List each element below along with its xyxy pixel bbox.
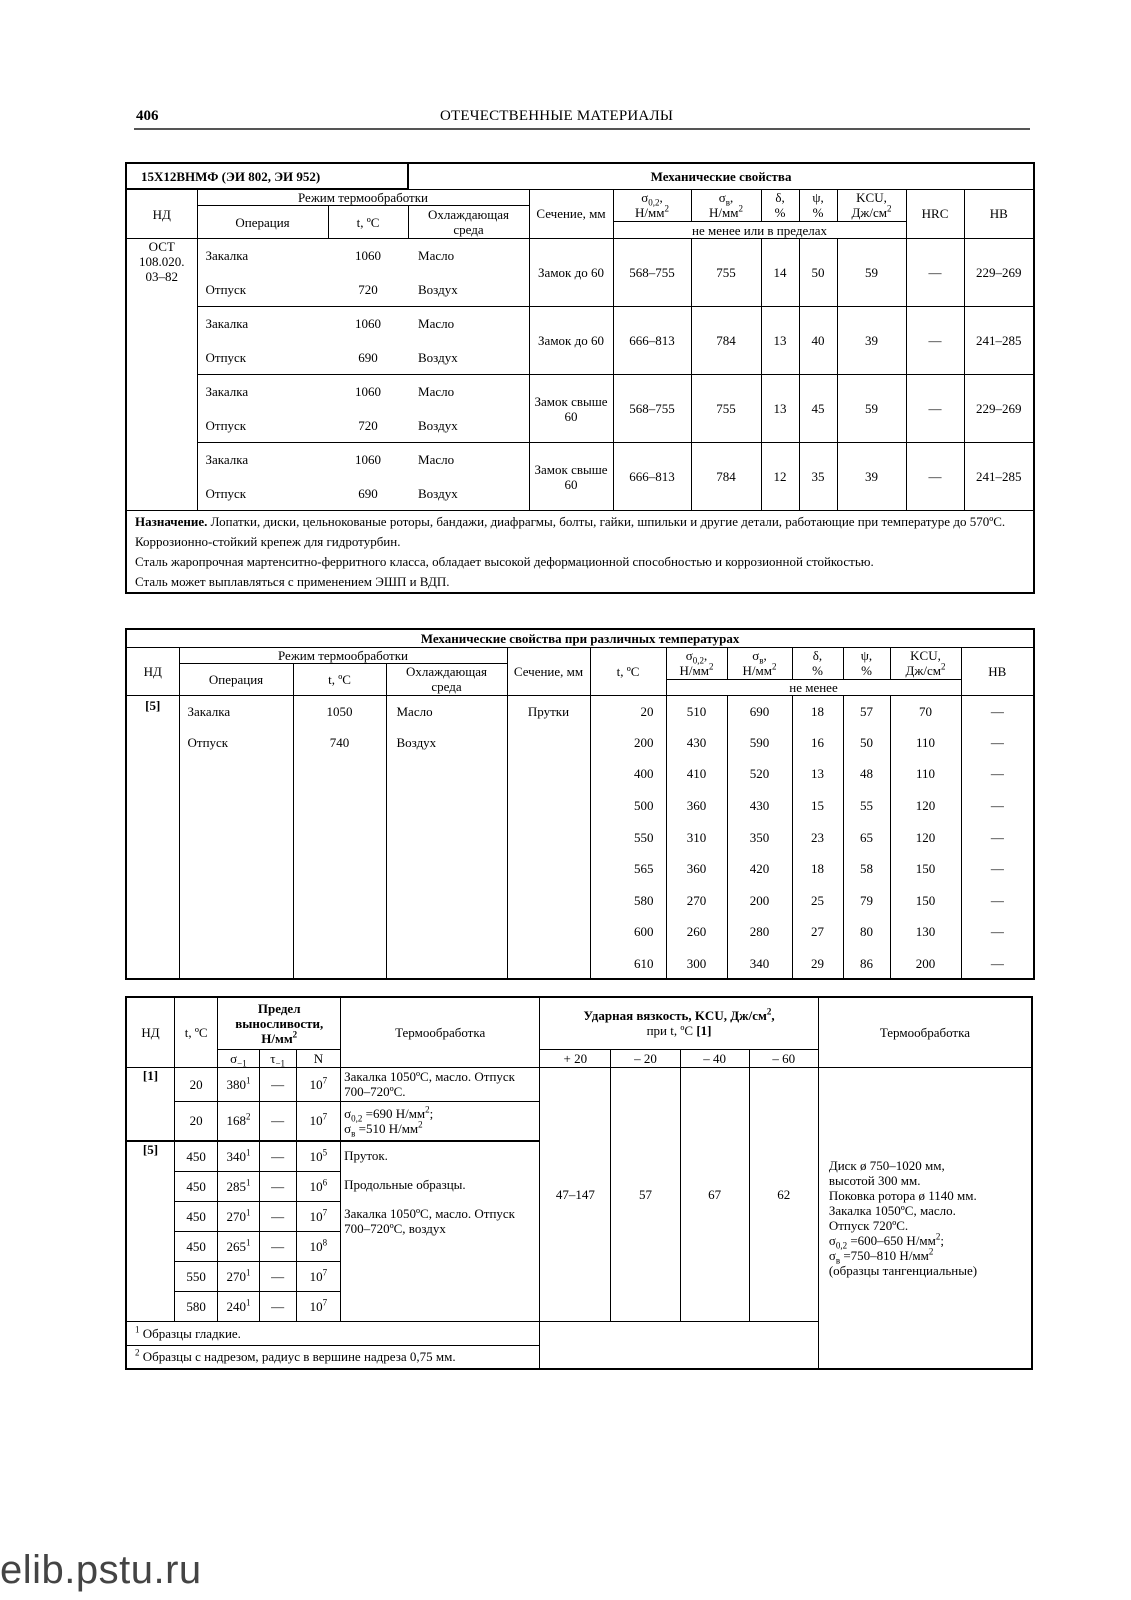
temp-kcu: 120: [890, 790, 961, 822]
s02-value: 666–813: [613, 307, 691, 375]
h3-nd: НД: [126, 997, 174, 1067]
temp-empty: [179, 948, 293, 980]
temp-t: 580: [590, 885, 666, 917]
psi-value: 35: [799, 443, 837, 511]
temp-section: Прутки: [507, 695, 590, 727]
temp-row: [126, 790, 1034, 822]
g2-n-5: $10^7$: [296, 1291, 340, 1321]
temp-cool-quench: Масло: [386, 695, 507, 727]
kcu-value: 59: [837, 375, 906, 443]
g2-n-1: $10^6$: [296, 1171, 340, 1201]
temp-t: 550: [590, 821, 666, 853]
h2-hb: НВ: [961, 647, 1034, 695]
delta-value: 14: [761, 239, 799, 307]
impact-val-1: 57: [611, 1067, 680, 1321]
g1-tau-0: —: [259, 1067, 296, 1101]
h3-heat: Термообработка: [341, 997, 540, 1067]
s02-value: 568–755: [613, 375, 691, 443]
h-nd: НД: [126, 189, 197, 239]
kcu-value: 59: [837, 239, 906, 307]
temp-t: 20: [590, 695, 666, 727]
temp-t: 500: [590, 790, 666, 822]
footnote-1: $^1$ Образцы гладкие.: [126, 1321, 540, 1345]
h2-t: t, ºС: [590, 647, 666, 695]
temp-psi: 55: [843, 790, 890, 822]
t-temper: 720: [328, 273, 408, 307]
temp-delta: 27: [792, 916, 843, 948]
h2-kcu: KCU, $Дж/см^2$: [890, 647, 961, 679]
temp-empty: [293, 758, 386, 790]
running-header: ОТЕЧЕСТВЕННЫЕ МАТЕРИАЛЫ: [440, 108, 674, 124]
cool-temper: Воздух: [408, 477, 529, 511]
kcu-value: 39: [837, 443, 906, 511]
h-section: Сечение, мм: [529, 189, 613, 239]
g2-t-1: 450: [174, 1171, 217, 1201]
hrc-value: —: [906, 443, 964, 511]
g2-nd: [5]: [126, 1141, 174, 1321]
temp-empty: [386, 853, 507, 885]
temp-empty: [386, 758, 507, 790]
hb-value: 229–269: [964, 375, 1034, 443]
op-temper: Отпуск: [197, 341, 328, 375]
g2-s-1: $285^1$: [218, 1171, 259, 1201]
temp-t: 200: [590, 727, 666, 759]
hrc-value: —: [906, 307, 964, 375]
temp-psi: 86: [843, 948, 890, 980]
temp-delta: 16: [792, 727, 843, 759]
temp-delta: 18: [792, 695, 843, 727]
temp-empty: [179, 853, 293, 885]
psi-value: 50: [799, 239, 837, 307]
g1-s-0: $380^1$: [218, 1067, 259, 1101]
g2-t-0: 450: [174, 1141, 217, 1171]
op-temper: Отпуск: [197, 477, 328, 511]
temp-empty: [179, 885, 293, 917]
purpose-text: Лопатки, диски, цельнокованые роторы, бандажи, диафрагмы, болты, гайки, шпильки и другие детали, работающие при температуре до 570ºС.: [210, 514, 1006, 529]
temp-kcu: 70: [890, 695, 961, 727]
h2-tt: t, ºС: [293, 663, 386, 695]
temp-empty: [507, 948, 590, 980]
h-op: Операция: [197, 206, 328, 239]
temp-op-quench: Закалка: [179, 695, 293, 727]
h-s02: $\sigma_{0,2}$, $Н/мм^2$: [613, 189, 691, 222]
t-temper: 690: [328, 341, 408, 375]
op-quench: Закалка: [197, 443, 328, 477]
section: Замок до 60: [529, 307, 613, 375]
g1-n-1: $10^7$: [296, 1101, 340, 1141]
temp-s02: 510: [666, 695, 727, 727]
mech-properties-table: [125, 162, 1035, 594]
temp-s02: 260: [666, 916, 727, 948]
temp-sb: 590: [727, 727, 792, 759]
cool-temper: Воздух: [408, 409, 529, 443]
hrc-value: —: [906, 375, 964, 443]
h3-impact: Ударная вязкость, KCU, $Дж/см^2$, при t, ºС [1]: [540, 997, 819, 1049]
temp-delta: 13: [792, 758, 843, 790]
temp-sb: 690: [727, 695, 792, 727]
temp-empty: [293, 948, 386, 980]
t-temper: 690: [328, 477, 408, 511]
g1-heat-b: $\sigma_{0,2} =690$ $Н/мм^2$; $\sigma_в =510$ $Н/мм^2$: [341, 1101, 540, 1141]
temp-psi: 48: [843, 758, 890, 790]
fatigue-impact-table: [125, 996, 1033, 1370]
temp-delta: 18: [792, 853, 843, 885]
g2-heat: Пруток. Продольные образцы. Закалка 1050ºС, масло. Отпуск 700–720ºС, воздух: [341, 1141, 540, 1321]
cool-quench: Масло: [408, 443, 529, 477]
temp-psi: 50: [843, 727, 890, 759]
delta-value: 13: [761, 375, 799, 443]
g2-n-2: $10^7$: [296, 1201, 340, 1231]
temp-kcu: 110: [890, 758, 961, 790]
h-hrc: HRC: [906, 189, 964, 239]
t-quench: 1060: [328, 443, 408, 477]
temp-section-empty: [507, 727, 590, 759]
temp-empty: [179, 758, 293, 790]
h2-note: не менее: [666, 679, 961, 695]
h2-sb: $\sigma_в$, $Н/мм^2$: [727, 647, 792, 679]
h-t: t, ºС: [328, 206, 408, 239]
temp-sb: 420: [727, 853, 792, 885]
h3-temp-2: – 40: [680, 1049, 749, 1067]
section: Замок до 60: [529, 239, 613, 307]
mech-row: [126, 307, 1034, 341]
g2-tau-5: —: [259, 1291, 296, 1321]
h2-nd: НД: [126, 647, 179, 695]
temp-empty: [179, 790, 293, 822]
t-quench: 1060: [328, 307, 408, 341]
temp-kcu: 200: [890, 948, 961, 980]
sb-value: 784: [691, 443, 761, 511]
temp-delta: 23: [792, 821, 843, 853]
temp-row: [126, 853, 1034, 885]
purpose-line-2: Коррозионно-стойкий крепеж для гидротурбин.: [135, 534, 401, 549]
h3-tau: $\tau_{-1}$: [259, 1049, 296, 1067]
g2-s-2: $270^1$: [218, 1201, 259, 1231]
hb-value: 229–269: [964, 239, 1034, 307]
impact-filler: [540, 1321, 819, 1345]
temp-empty: [293, 853, 386, 885]
g2-n-3: $10^8$: [296, 1231, 340, 1261]
g1-nd: [1]: [126, 1067, 174, 1141]
temp-hb: —: [961, 916, 1034, 948]
purpose-line-4: Сталь может выплавляться с применением ЭШП и ВДП.: [135, 574, 450, 589]
temp-hb: —: [961, 790, 1034, 822]
temp-s02: 360: [666, 790, 727, 822]
h3-temp-3: – 60: [749, 1049, 818, 1067]
impact-val-0: 47–147: [540, 1067, 611, 1321]
temp-sb: 430: [727, 790, 792, 822]
op-quench: Закалка: [197, 375, 328, 409]
temp-hb: —: [961, 758, 1034, 790]
temp-properties-table: [125, 628, 1035, 980]
temp-delta: 25: [792, 885, 843, 917]
temp-t: 600: [590, 916, 666, 948]
temp-row: [126, 916, 1034, 948]
hb-value: 241–285: [964, 443, 1034, 511]
op-temper: Отпуск: [197, 273, 328, 307]
h3-limit: Предел выносливости, $Н/мм^2$: [218, 997, 341, 1049]
steel-grade: 15Х12ВНМФ (ЭИ 802, ЭИ 952): [126, 163, 408, 189]
temp-psi: 58: [843, 853, 890, 885]
kcu-value: 39: [837, 307, 906, 375]
cool-quench: Масло: [408, 375, 529, 409]
temp-hb: —: [961, 948, 1034, 980]
temp-empty: [386, 948, 507, 980]
temp-op-temper: Отпуск: [179, 727, 293, 759]
hrc-value: —: [906, 239, 964, 307]
cool-temper: Воздух: [408, 341, 529, 375]
g2-n-4: $10^7$: [296, 1261, 340, 1291]
temp-s02: 310: [666, 821, 727, 853]
delta-value: 13: [761, 307, 799, 375]
temp-empty: [386, 885, 507, 917]
g2-tau-1: —: [259, 1171, 296, 1201]
temp-empty: [386, 821, 507, 853]
h-cool: Охлаждающая среда: [408, 206, 529, 239]
g1-s-1: $168^2$: [218, 1101, 259, 1141]
temp-row: [126, 948, 1034, 980]
temp-empty: [179, 821, 293, 853]
g2-n-0: $10^5$: [296, 1141, 340, 1171]
temp-psi: 65: [843, 821, 890, 853]
op-quench: Закалка: [197, 239, 328, 273]
temp-kcu: 150: [890, 853, 961, 885]
temp-sb: 520: [727, 758, 792, 790]
temp-s02: 410: [666, 758, 727, 790]
g1-n-0: $10^7$: [296, 1067, 340, 1101]
temp-hb: —: [961, 853, 1034, 885]
temp-empty: [293, 821, 386, 853]
g1-t-0: 20: [174, 1067, 217, 1101]
g2-t-3: 450: [174, 1231, 217, 1261]
purpose-line-3: Сталь жаропрочная мартенситно-ферритного класса, обладает высокой деформационной способностью и коррозионной стойкостью.: [135, 554, 874, 569]
temp-kcu: 130: [890, 916, 961, 948]
mech-nd: ОСТ 108.020. 03–82: [126, 239, 197, 511]
g1-heat-a: Закалка 1050ºС, масло. Отпуск 700–720ºС.: [341, 1067, 540, 1101]
mech-row: [126, 375, 1034, 409]
temp-s02: 360: [666, 853, 727, 885]
impact-val-2: 67: [680, 1067, 749, 1321]
temp-psi: 57: [843, 695, 890, 727]
temp-sb: 280: [727, 916, 792, 948]
temp-t: 610: [590, 948, 666, 980]
h3-temp-0: + 20: [540, 1049, 611, 1067]
temp-t: 565: [590, 853, 666, 885]
temp-empty: [507, 758, 590, 790]
temp-empty: [293, 885, 386, 917]
section: Замок свыше 60: [529, 375, 613, 443]
temp-s02: 270: [666, 885, 727, 917]
temp-empty: [507, 885, 590, 917]
temp-empty: [507, 853, 590, 885]
mech-title: Механические свойства: [408, 163, 1034, 189]
header-rule: [134, 128, 1030, 130]
op-temper: Отпуск: [197, 409, 328, 443]
temp-delta: 29: [792, 948, 843, 980]
g2-t-2: 450: [174, 1201, 217, 1231]
watermark: elib.pstu.ru: [0, 1548, 202, 1592]
temp-s02: 430: [666, 727, 727, 759]
g1-t-1: 20: [174, 1101, 217, 1141]
temp-row: [126, 727, 1034, 759]
psi-value: 40: [799, 307, 837, 375]
delta-value: 12: [761, 443, 799, 511]
s02-value: 568–755: [613, 239, 691, 307]
g2-s-4: $270^1$: [218, 1261, 259, 1291]
g2-s-0: $340^1$: [218, 1141, 259, 1171]
cool-temper: Воздух: [408, 273, 529, 307]
h-psi: ψ, %: [799, 189, 837, 222]
g2-s-3: $265^1$: [218, 1231, 259, 1261]
g2-t-5: 580: [174, 1291, 217, 1321]
temp-kcu: 120: [890, 821, 961, 853]
g2-tau-4: —: [259, 1261, 296, 1291]
temp-row: [126, 695, 1034, 727]
cool-quench: Масло: [408, 239, 529, 273]
temp-empty: [507, 790, 590, 822]
sb-value: 755: [691, 375, 761, 443]
h-regime: Режим термообработки: [197, 189, 529, 206]
impact-heat: Диск ø 750–1020 мм, высотой 300 мм. Поковка ротора ø 1140 мм. Закалка 1050ºС, масло. Отпуск 720ºС. $\sigma_{0,2} =600-650$ $Н/мм^2$; $\sigma_в =750-810$ $Н/мм^2$ (образцы тангенциальные): [818, 1067, 1032, 1369]
h3-n: N: [296, 1049, 340, 1067]
g2-tau-3: —: [259, 1231, 296, 1261]
temp-empty: [507, 821, 590, 853]
h2-s02: $\sigma_{0,2}$, $Н/мм^2$: [666, 647, 727, 679]
cool-quench: Масло: [408, 307, 529, 341]
mech-row: [126, 239, 1034, 273]
sb-value: 755: [691, 239, 761, 307]
temp-empty: [507, 916, 590, 948]
g2-s-5: $240^1$: [218, 1291, 259, 1321]
temp-row: [126, 821, 1034, 853]
temp-title: Механические свойства при различных температурах: [126, 629, 1034, 647]
temp-empty: [386, 916, 507, 948]
h2-op: Операция: [179, 663, 293, 695]
sb-value: 784: [691, 307, 761, 375]
footnote-2: $^2$ Образцы с надрезом, радиус в вершине надреза 0,75 мм.: [126, 1345, 540, 1369]
h2-delta: δ, %: [792, 647, 843, 679]
temp-hb: —: [961, 727, 1034, 759]
s02-value: 666–813: [613, 443, 691, 511]
t-temper: 720: [328, 409, 408, 443]
temp-empty: [293, 916, 386, 948]
temp-t-temper: 740: [293, 727, 386, 759]
temp-hb: —: [961, 695, 1034, 727]
temp-s02: 300: [666, 948, 727, 980]
psi-value: 45: [799, 375, 837, 443]
g2-tau-2: —: [259, 1201, 296, 1231]
g2-tau-0: —: [259, 1141, 296, 1171]
g1-tau-1: —: [259, 1101, 296, 1141]
h-delta: δ, %: [761, 189, 799, 222]
purpose-label: Назначение.: [135, 514, 208, 529]
temp-kcu: 110: [890, 727, 961, 759]
temp-empty: [179, 916, 293, 948]
temp-hb: —: [961, 885, 1034, 917]
purpose-block: [126, 511, 1034, 594]
temp-empty: [386, 790, 507, 822]
temp-t-quench: 1050: [293, 695, 386, 727]
temp-cool-temper: Воздух: [386, 727, 507, 759]
h3-heat2: Термообработка: [818, 997, 1032, 1067]
t-quench: 1060: [328, 375, 408, 409]
t-quench: 1060: [328, 239, 408, 273]
temp-delta: 15: [792, 790, 843, 822]
h3-t: t, ºС: [174, 997, 217, 1067]
h-limits-note: не менее или в пределах: [613, 222, 906, 239]
temp-sb: 200: [727, 885, 792, 917]
temp-psi: 80: [843, 916, 890, 948]
h2-section: Сечение, мм: [507, 647, 590, 695]
page-number: 406: [136, 108, 159, 124]
h2-cool: Охлаждающая среда: [386, 663, 507, 695]
impact-val-3: 62: [749, 1067, 818, 1321]
h-sb: $\sigma_в$, $Н/мм^2$: [691, 189, 761, 222]
temp-row: [126, 885, 1034, 917]
impact-filler-2: [540, 1345, 819, 1369]
h3-s1: $\sigma_{-1}$: [218, 1049, 259, 1067]
temp-sb: 350: [727, 821, 792, 853]
h-kcu: KCU, $Дж/см^2$: [837, 189, 906, 222]
temp-hb: —: [961, 821, 1034, 853]
h2-psi: ψ, %: [843, 647, 890, 679]
temp-sb: 340: [727, 948, 792, 980]
section: Замок свыше 60: [529, 443, 613, 511]
temp-kcu: 150: [890, 885, 961, 917]
h3-temp-1: – 20: [611, 1049, 680, 1067]
temp-row: [126, 758, 1034, 790]
temp-psi: 79: [843, 885, 890, 917]
h-hb: НВ: [964, 189, 1034, 239]
temp-empty: [293, 790, 386, 822]
g2-t-4: 550: [174, 1261, 217, 1291]
temp-nd: [5]: [126, 695, 179, 979]
hb-value: 241–285: [964, 307, 1034, 375]
mech-row: [126, 443, 1034, 477]
op-quench: Закалка: [197, 307, 328, 341]
h2-regime: Режим термообработки: [179, 647, 507, 663]
temp-t: 400: [590, 758, 666, 790]
